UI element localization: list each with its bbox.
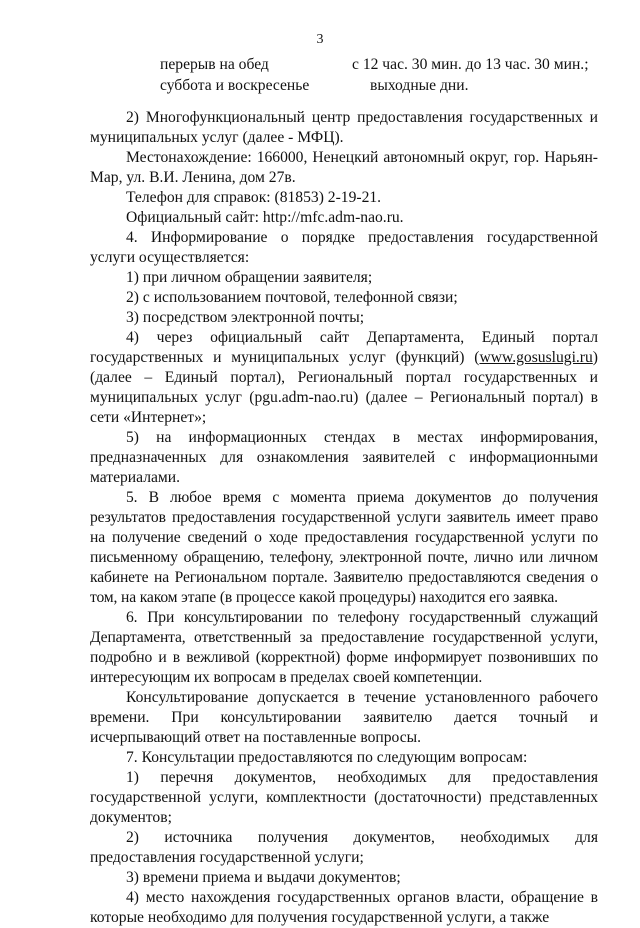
paragraph: 6. При консультировании по телефону государственный служащий Департамента, ответственный за предоставление государственной услуги, подробно и в вежливой (корректной) форме информирует позвонивших по интересующим их вопросам в пределах своей компетенции. xyxy=(90,609,598,686)
paragraph: Телефон для справок: (81853) 2-19-21. xyxy=(126,189,382,206)
paragraph: 5. В любое время с момента приема документов до получения результатов предоставления государственной услуги заявитель имеет право на получение сведений о ходе предоставления государственной услуги по письменному обращению, телефону, электронной почте, лично или личном кабинете на Региональном портале. Заявителю предоставляются сведения о том, на каком этапе (в процессе какой процедуры) находится его заявка. xyxy=(90,489,598,606)
paragraph-text: ) (далее – Единый портал), Региональный портал государственных и муниципальных услуг (pgu.adm-nao.ru) (далее – Региональный портал) в сети «Интернет»; xyxy=(90,349,598,426)
paragraph: Официальный сайт: http://mfc.adm-nao.ru. xyxy=(126,209,404,226)
paragraph: 1) перечня документов, необходимых для предоставления государственной услуги, комплектности (достаточности) представленных документов; xyxy=(90,769,598,826)
document-body xyxy=(90,108,598,928)
schedule-weekend-value: выходные дни. xyxy=(370,77,469,94)
paragraph: 2) источника получения документов, необходимых для предоставления государственной услуги; xyxy=(90,829,598,866)
page-number: 3 xyxy=(316,32,324,47)
paragraph-portal xyxy=(90,328,598,428)
paragraph: 5) на информационных стендах в местах информирования, предназначенных для ознакомления заявителей с информационными материалами. xyxy=(90,429,598,486)
gosuslugi-link[interactable]: www.gosuslugi.ru xyxy=(479,349,593,366)
paragraph: 4) место нахождения государственных органов власти, обращение в которые необходимо для получения государственной услуги, а также xyxy=(90,889,598,926)
schedule-lunch-label: перерыв на обед xyxy=(160,56,269,73)
paragraph: 4. Информирование о порядке предоставления государственной услуги осуществляется: xyxy=(90,229,598,266)
paragraph: 7. Консультации предоставляются по следующим вопросам: xyxy=(126,749,528,766)
schedule-weekend-label: суббота и воскресенье xyxy=(160,77,310,94)
paragraph: 2) с использованием почтовой, телефонной связи; xyxy=(126,289,458,306)
paragraph: 1) при личном обращении заявителя; xyxy=(126,269,373,286)
paragraph: 3) времени приема и выдачи документов; xyxy=(126,869,401,886)
paragraph: Консультирование допускается в течение установленного рабочего времени. При консультировании заявителю дается точный и исчерпывающий ответ на поставленные вопросы. xyxy=(90,689,598,746)
paragraph: Местонахождение: 166000, Ненецкий автономный округ, гор. Нарьян-Мар, ул. В.И. Ленина, дом 27в. xyxy=(90,149,598,186)
paragraph: 2) Многофункциональный центр предоставления государственных и муниципальных услуг (далее - МФЦ). xyxy=(90,109,598,146)
paragraph: 3) посредством электронной почты; xyxy=(126,309,365,326)
schedule-lunch-value: с 12 час. 30 мин. до 13 час. 30 мин.; xyxy=(352,56,589,73)
paragraph-text: 4) через официальный сайт Департамента, Единый портал государственных и муниципальных услуг (функций) ( xyxy=(90,329,598,366)
